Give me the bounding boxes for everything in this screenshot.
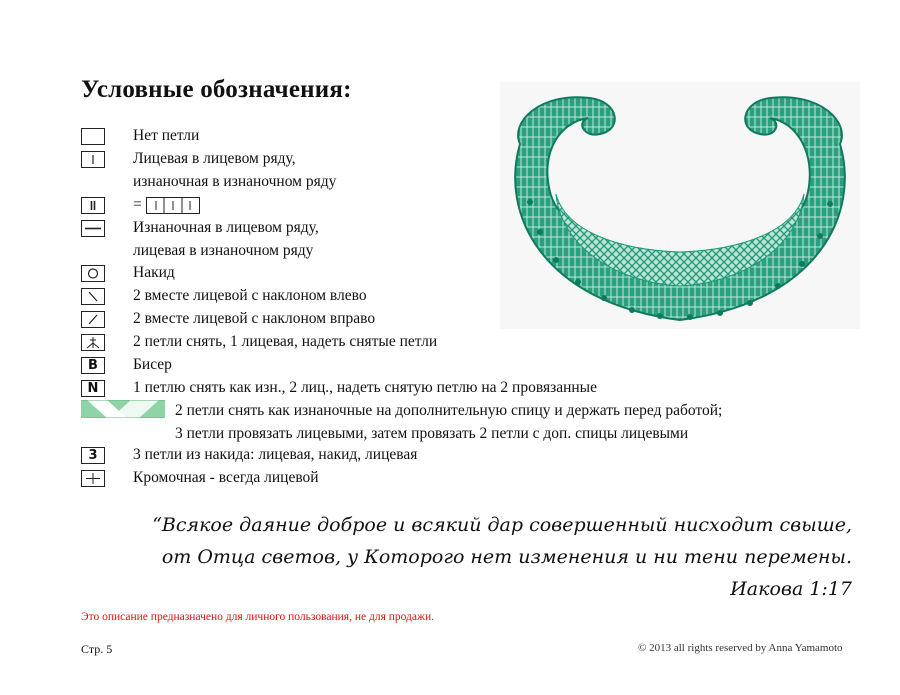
legend-text: Изнаночная в лицевом ряду, [133,219,319,236]
horizontal-bar-icon [81,220,105,237]
empty-square-icon [81,128,105,145]
number-3-icon: 3 [81,447,105,464]
backslash-icon [81,288,105,305]
quote-line-1: “Всякое даяние доброе и всякий дар совершенный нисходит свыше, [152,514,852,536]
page-title: Условные обозначения: [81,76,352,103]
quote-line-2: от Отца светов, у Которого нет изменения и ни тени перемены. [161,546,852,568]
legend-text: Лицевая в лицевом ряду, [133,150,296,167]
cable-cross-icon [81,400,165,418]
legend-text: Кромочная - всегда лицевой [133,469,319,486]
shawl-photo [500,82,860,329]
circle-icon [81,265,105,282]
slash-icon [81,311,105,328]
legend-text: 3 петли из накида: лицевая, накид, лицевая [133,446,418,463]
legend-text: 2 вместе лицевой с наклоном вправо [133,310,376,327]
letter-b-icon: B [81,357,105,374]
legend-text: Нет петли [133,127,200,144]
legend-text: 2 петли снять, 1 лицевая, надеть снятые петли [133,333,438,350]
copyright: © 2013 all rights reserved by Anna Yamamoto [638,642,843,654]
legend-text: 2 петли снять как изнаночные на дополнительную спицу и держать перед работой; [175,402,723,419]
legend-text: 1 петлю снять как изн., 2 лиц., надеть снятую петлю на 2 провязанные [133,379,597,396]
centered-double-decrease-icon [81,334,105,351]
disclaimer: Это описание предназначено для личного пользования, не для продажи. [81,611,434,623]
plus-icon [81,470,105,487]
three-knit-stitches-icon [146,197,200,214]
legend-text: изнаночная в изнаночном ряду [133,173,337,190]
legend-text: Бисер [133,356,172,373]
legend-text: = [133,196,142,213]
vertical-bar-icon [81,151,105,168]
legend-text: Накид [133,264,175,281]
legend-text: 2 вместе лицевой с наклоном влево [133,287,367,304]
quote-source: Иакова 1:17 [730,578,852,600]
double-vertical-bar-icon [81,197,105,214]
letter-n-icon: N [81,380,105,397]
legend-text: лицевая в изнаночном ряду [133,242,314,259]
page-number: Стр. 5 [81,642,113,656]
legend-text: 3 петли провязать лицевыми, затем провязать 2 петли с доп. спицы лицевыми [175,425,689,442]
